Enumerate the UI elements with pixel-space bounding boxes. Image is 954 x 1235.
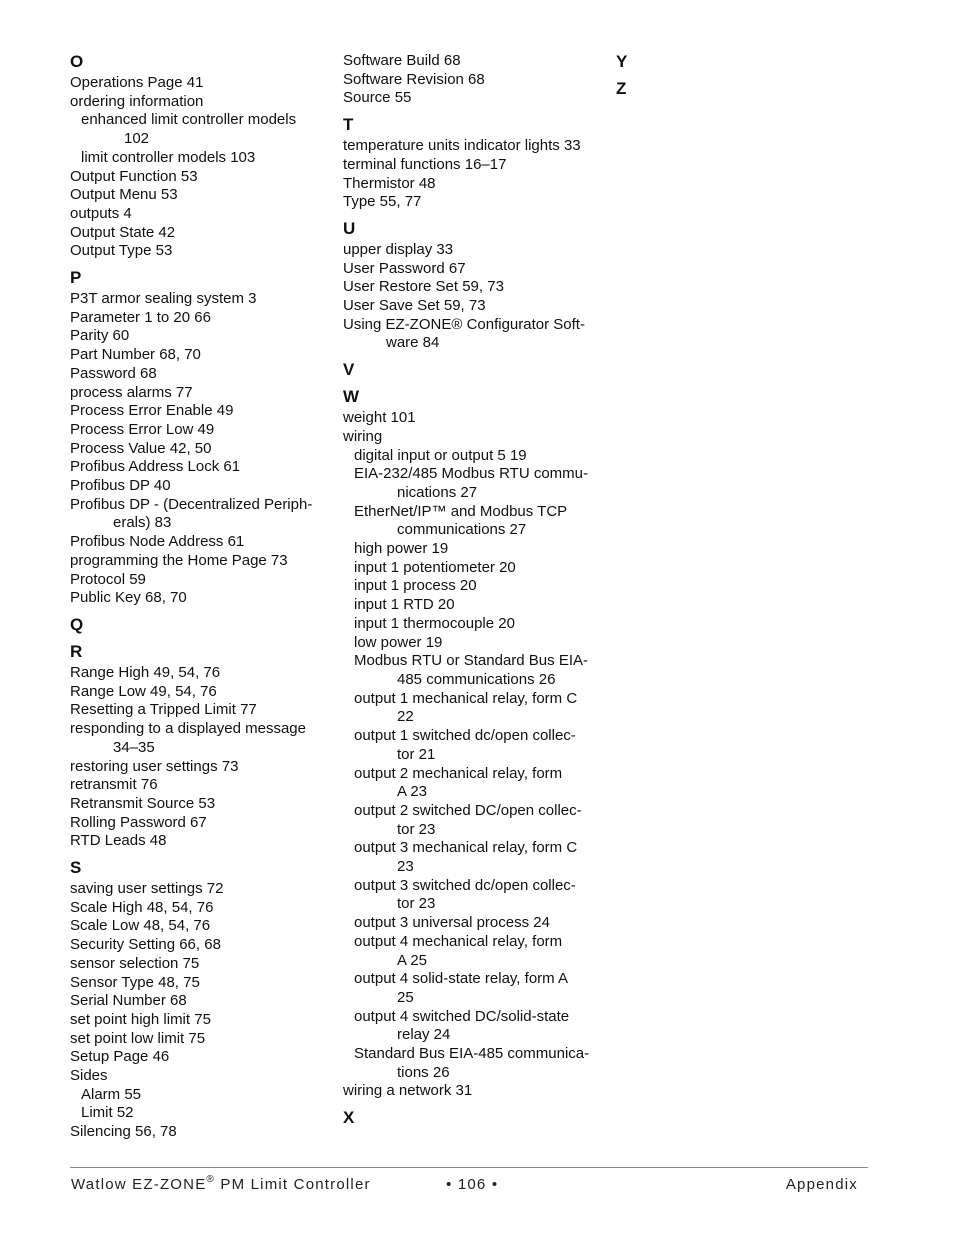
entry-text: weight 101	[343, 409, 416, 427]
index-entry	[70, 458, 335, 477]
entry-text: outputs 4	[70, 204, 132, 222]
entry-text: digital input or output 5 19	[354, 446, 527, 464]
entry-text: output 2 switched DC/open collec-	[354, 801, 582, 819]
index-subentry	[343, 914, 605, 933]
index-subentry	[343, 540, 605, 559]
entry-continuation: tor 21	[397, 745, 436, 763]
index-entry	[343, 175, 605, 194]
index-subentry	[343, 577, 605, 596]
entry-text: output 3 switched dc/open collec-	[354, 876, 576, 894]
entry-continuation: 102	[124, 130, 150, 148]
index-letter-heading: W	[343, 387, 360, 407]
footer-registered-mark: ®	[206, 1174, 215, 1185]
index-subentry	[343, 765, 605, 802]
index-subentry	[343, 596, 605, 615]
index-letter-heading: T	[343, 115, 354, 135]
index-entry	[343, 428, 605, 447]
index-entry	[70, 327, 335, 346]
entry-text: Limit 52	[81, 1104, 134, 1122]
entry-text: Scale Low 48, 54, 76	[70, 917, 211, 935]
entry-text: Parity 60	[70, 327, 130, 345]
entry-text: output 4 mechanical relay, form	[354, 932, 563, 950]
index-subentry	[343, 970, 605, 1007]
index-subentry	[343, 1008, 605, 1045]
entry-text: Modbus RTU or Standard Bus EIA-	[354, 652, 588, 670]
entry-text: User Password 67	[343, 259, 466, 277]
index-section-z	[616, 79, 676, 98]
entry-text: User Save Set 59, 73	[343, 297, 486, 315]
entry-text: wiring a network 31	[343, 1082, 473, 1100]
entry-text: output 4 solid-state relay, form A	[354, 970, 568, 988]
index-letter-heading: V	[343, 360, 355, 380]
index-entry	[70, 224, 335, 243]
index-entry	[70, 720, 335, 757]
entry-text: Software Build 68	[343, 52, 461, 69]
index-letter-heading: O	[70, 52, 84, 71]
entry-text: temperature units indicator lights 33	[343, 137, 581, 155]
index-entry	[70, 832, 335, 851]
index-column-3	[616, 52, 676, 106]
entry-text: retransmit 76	[70, 776, 158, 794]
index-section-w	[343, 387, 605, 1101]
index-letter-heading: Y	[616, 52, 628, 71]
index-entry	[70, 1123, 335, 1142]
entry-continuation: relay 24	[397, 1026, 451, 1044]
entry-text: Rolling Password 67	[70, 813, 207, 831]
index-section-t	[343, 115, 605, 212]
index-entry	[343, 1082, 605, 1101]
index-letter-heading: P	[70, 268, 82, 288]
index-entry	[70, 205, 335, 224]
index-letter-heading: U	[343, 218, 356, 238]
entry-text: EtherNet/IP™ and Modbus TCP	[354, 502, 568, 520]
entry-text: high power 19	[354, 540, 449, 558]
entry-text: Profibus Node Address 61	[70, 533, 245, 551]
index-entry	[70, 242, 335, 261]
entry-text: Software Revision 68	[343, 70, 485, 88]
index-letter-heading: Z	[616, 79, 627, 98]
index-entry	[70, 1011, 335, 1030]
entry-text: output 3 universal process 24	[354, 914, 550, 932]
index-entry	[70, 168, 335, 187]
index-section-p	[70, 268, 335, 608]
index-subentry	[343, 615, 605, 634]
index-subentry	[343, 447, 605, 466]
footer-rule	[70, 1167, 868, 1168]
index-subentry	[343, 634, 605, 653]
index-subentry	[343, 465, 605, 502]
index-subentry	[343, 933, 605, 970]
index-entry	[70, 346, 335, 365]
entry-text: upper display 33	[343, 240, 454, 258]
entry-text: Profibus DP - (Decentralized Periph-	[70, 495, 313, 513]
entry-text: Standard Bus EIA-485 communica-	[354, 1045, 590, 1063]
index-entry	[70, 402, 335, 421]
index-section-x	[343, 1108, 605, 1127]
entry-text: Sensor Type 48, 75	[70, 973, 200, 991]
entry-text: input 1 RTD 20	[354, 596, 455, 614]
index-section-u	[343, 219, 605, 353]
entry-continuation: tor 23	[397, 820, 436, 838]
entry-text: Serial Number 68	[70, 992, 187, 1010]
entry-text: Part Number 68, 70	[70, 346, 201, 364]
entry-text: Operations Page 41	[70, 74, 204, 91]
index-entry	[70, 1067, 335, 1086]
index-entry	[70, 899, 335, 918]
index-entry	[70, 477, 335, 496]
footer-brand: Watlow EZ-ZONE	[71, 1176, 207, 1193]
footer-page-number: • 106 •	[446, 1176, 499, 1193]
index-section-r	[70, 642, 335, 851]
entry-continuation: 34–35	[113, 738, 155, 756]
index-subentry	[343, 877, 605, 914]
index-entry	[70, 795, 335, 814]
index-entry	[70, 74, 335, 93]
index-letter-heading: Q	[70, 614, 84, 634]
index-subentry	[343, 690, 605, 727]
entry-continuation: A 23	[397, 783, 428, 801]
entry-text: Sides	[70, 1067, 108, 1085]
index-entry	[343, 316, 605, 353]
index-entry	[70, 758, 335, 777]
index-entry	[70, 552, 335, 571]
entry-text: low power 19	[354, 633, 443, 651]
index-entry	[70, 589, 335, 608]
entry-continuation: 485 communications 26	[397, 670, 556, 688]
index-subentry	[343, 503, 605, 540]
index-subentry	[343, 1045, 605, 1082]
entry-text: Security Setting 66, 68	[70, 936, 221, 954]
index-entry	[70, 421, 335, 440]
index-entry	[70, 955, 335, 974]
index-subentry	[70, 1086, 335, 1105]
index-subentry	[343, 839, 605, 876]
index-entry	[70, 974, 335, 993]
index-entry	[70, 384, 335, 403]
entry-text: Process Error Low 49	[70, 420, 215, 438]
entry-text: wiring	[343, 427, 383, 445]
footer-product-suffix: PM Limit Controller	[215, 1176, 371, 1193]
index-entry	[70, 1048, 335, 1067]
entry-text: process alarms 77	[70, 383, 193, 401]
index-subentry	[70, 111, 335, 148]
index-letter-heading: S	[70, 858, 82, 878]
entry-text: limit controller models 103	[81, 148, 256, 166]
index-entry	[343, 409, 605, 428]
entry-text: Silencing 56, 78	[70, 1123, 177, 1141]
entry-continuation: 25	[397, 988, 414, 1006]
entry-text: programming the Home Page 73	[70, 551, 288, 569]
entry-text: input 1 potentiometer 20	[354, 558, 516, 576]
index-entry	[70, 1030, 335, 1049]
index-entry	[70, 186, 335, 205]
entry-text: restoring user settings 73	[70, 757, 239, 775]
entry-text: RTD Leads 48	[70, 832, 167, 850]
index-entry	[70, 290, 335, 309]
entry-text: Type 55, 77	[343, 193, 422, 211]
index-subentry	[343, 652, 605, 689]
entry-continuation: A 25	[397, 951, 428, 969]
index-letter-heading: R	[70, 641, 83, 661]
index-entry	[343, 137, 605, 156]
entry-continuation: ware 84	[386, 334, 440, 352]
entry-text: Output Type 53	[70, 242, 173, 260]
entry-text: Alarm 55	[81, 1085, 142, 1103]
entry-text: terminal functions 16–17	[343, 155, 507, 173]
index-entry	[343, 89, 605, 108]
index-entry	[70, 365, 335, 384]
entry-text: responding to a displayed message	[70, 720, 306, 738]
entry-text: output 4 switched DC/solid-state	[354, 1007, 570, 1025]
index-entry	[70, 440, 335, 459]
entry-text: Retransmit Source 53	[70, 794, 216, 812]
entry-text: Password 68	[70, 364, 157, 382]
index-subentry	[343, 727, 605, 764]
entry-continuation: communications 27	[397, 521, 527, 539]
entry-text: User Restore Set 59, 73	[343, 278, 504, 296]
index-entry	[70, 496, 335, 533]
index-entry	[70, 917, 335, 936]
entry-continuation: nications 27	[397, 483, 478, 501]
index-entry	[70, 664, 335, 683]
index-entry	[343, 278, 605, 297]
index-entry	[343, 52, 605, 71]
index-entry	[70, 936, 335, 955]
entry-text: Protocol 59	[70, 570, 146, 588]
index-letter-heading: X	[343, 1108, 355, 1128]
index-entry	[343, 193, 605, 212]
index-entry	[70, 880, 335, 899]
entry-text: output 3 mechanical relay, form C	[354, 839, 578, 857]
entry-text: Public Key 68, 70	[70, 589, 187, 607]
entry-text: Process Error Enable 49	[70, 402, 234, 420]
entry-text: sensor selection 75	[70, 954, 200, 972]
entry-text: enhanced limit controller models	[81, 111, 297, 129]
entry-text: Range High 49, 54, 76	[70, 663, 221, 681]
index-section-s	[70, 858, 335, 1142]
index-column-1	[70, 52, 335, 1142]
entry-text: Output Menu 53	[70, 186, 178, 204]
entry-text: Thermistor 48	[343, 174, 436, 192]
entry-text: Setup Page 46	[70, 1048, 170, 1066]
entry-text: EIA-232/485 Modbus RTU commu-	[354, 465, 588, 483]
entry-continuation: erals) 83	[113, 514, 172, 532]
index-entry	[343, 241, 605, 260]
entry-text: Scale High 48, 54, 76	[70, 898, 214, 916]
entry-text: Source 55	[343, 89, 412, 107]
index-entry	[70, 683, 335, 702]
index-subentry	[70, 149, 335, 168]
index-entry	[343, 156, 605, 175]
index-entry	[70, 701, 335, 720]
entry-text: input 1 thermocouple 20	[354, 614, 515, 632]
entry-text: Process Value 42, 50	[70, 439, 212, 457]
entry-text: Using EZ-ZONE® Configurator Soft-	[343, 315, 585, 333]
entry-text: Profibus Address Lock 61	[70, 458, 241, 476]
entry-continuation: 22	[397, 708, 414, 726]
index-section-o	[70, 52, 335, 261]
entry-text: Parameter 1 to 20 66	[70, 308, 211, 326]
footer-section-name: Appendix	[785, 1176, 858, 1193]
entry-continuation: 23	[397, 858, 414, 876]
index-subentry	[343, 802, 605, 839]
index-entry	[70, 992, 335, 1011]
entry-text: input 1 process 20	[354, 577, 477, 595]
entry-text: set point low limit 75	[70, 1029, 206, 1047]
entry-text: output 2 mechanical relay, form	[354, 764, 563, 782]
index-entry	[70, 309, 335, 328]
index-subentry	[70, 1104, 335, 1123]
entry-text: Output Function 53	[70, 167, 198, 185]
index-entry	[343, 297, 605, 316]
index-subentry	[343, 559, 605, 578]
entry-text: saving user settings 72	[70, 880, 224, 898]
index-column-2	[343, 52, 605, 1135]
entry-continuation: tor 23	[397, 895, 436, 913]
footer-product-name	[71, 1176, 371, 1193]
entry-text: set point high limit 75	[70, 1010, 211, 1028]
index-entry	[343, 71, 605, 90]
index-entry	[70, 533, 335, 552]
entry-text: output 1 mechanical relay, form C	[354, 689, 578, 707]
entry-text: Profibus DP 40	[70, 477, 171, 495]
entry-text: Output State 42	[70, 223, 176, 241]
index-entry	[70, 571, 335, 590]
index-entry	[70, 814, 335, 833]
index-section-y	[616, 52, 676, 71]
entry-text: P3T armor sealing system 3	[70, 290, 257, 308]
index-entry	[343, 260, 605, 279]
index-section-continued	[343, 52, 605, 108]
entry-text: output 1 switched dc/open collec-	[354, 727, 576, 745]
index-entry	[70, 776, 335, 795]
entry-text: Resetting a Tripped Limit 77	[70, 701, 257, 719]
index-section-q	[70, 615, 335, 634]
index-section-v	[343, 360, 605, 379]
entry-continuation: tions 26	[397, 1063, 450, 1081]
index-entry	[70, 93, 335, 112]
entry-text: ordering information	[70, 92, 204, 110]
entry-text: Range Low 49, 54, 76	[70, 682, 217, 700]
